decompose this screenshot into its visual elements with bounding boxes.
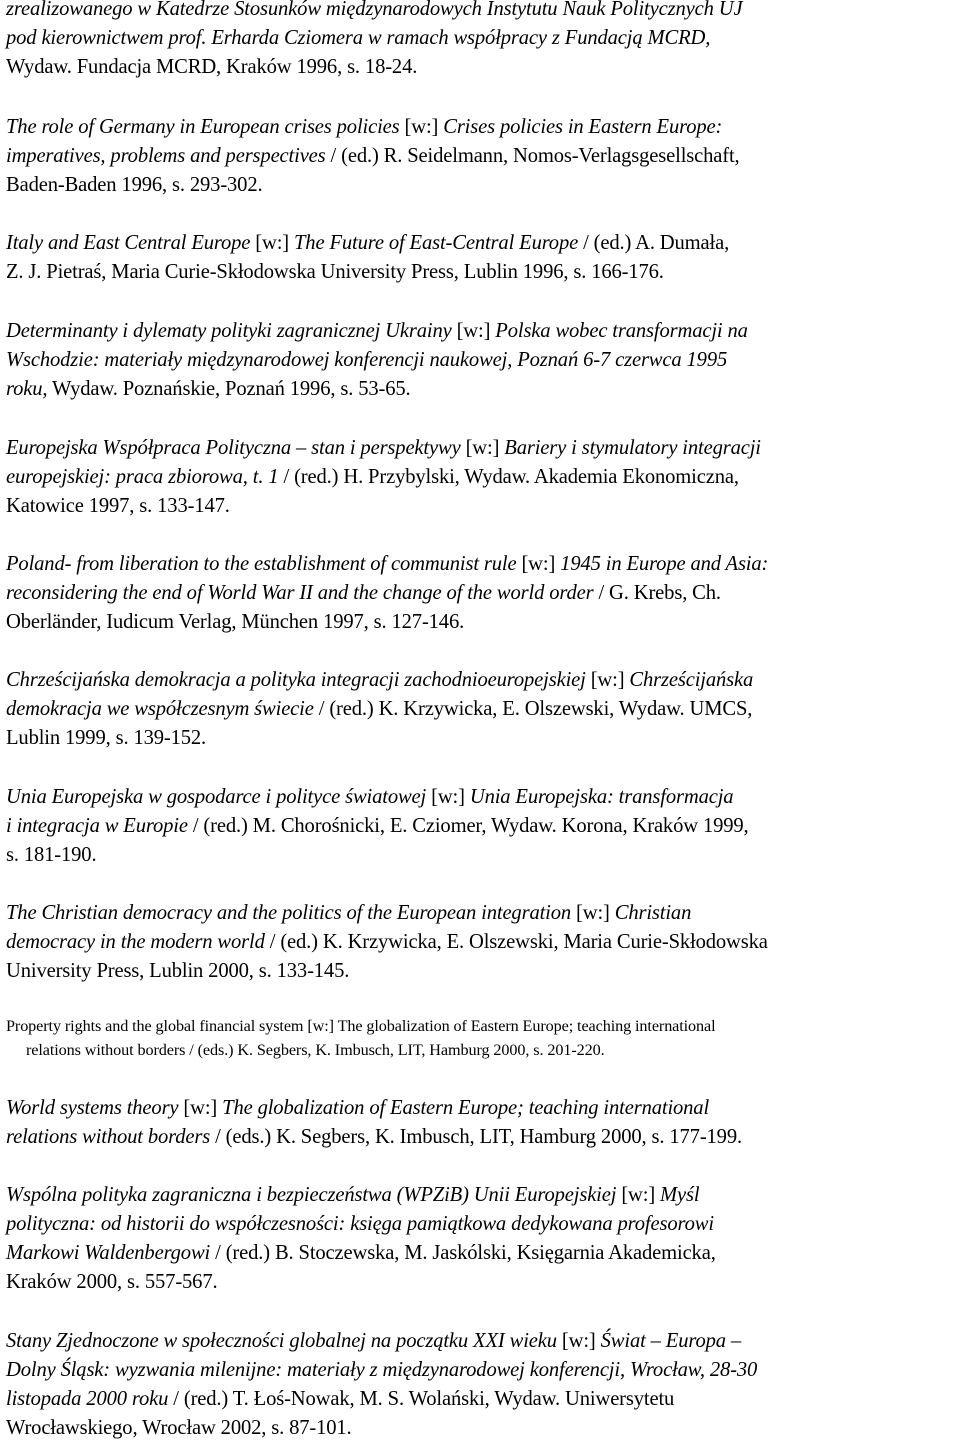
citation-text: / (red.) T. Łoś-Nowak, M. S. Wolański, Wydaw. Uniwersytetu [168, 1388, 675, 1410]
citation-text: Property rights and the global financial system [w:] The globalization of Eastern Europe; teaching international [6, 1017, 716, 1035]
citation-text: [w:] [571, 902, 615, 924]
entry-line [6, 434, 958, 463]
entry-line [6, 53, 958, 82]
title-text: Świat – Europa – [600, 1330, 742, 1352]
citation-text: / (ed.) R. Seidelmann, Nomos-Verlagsgesellschaft, [325, 145, 740, 167]
citation-text: [w:] [616, 1184, 661, 1206]
entry-line [6, 1038, 958, 1062]
title-text: 1945 in Europe and Asia: [560, 553, 769, 575]
citation-text: s. 181-190. [6, 844, 97, 866]
entry-line [6, 608, 958, 637]
citation-text: Wydaw. Fundacja MCRD, Kraków 1996, s. 18-24. [6, 56, 418, 78]
bibliography-entry [6, 550, 958, 637]
entry-line [6, 229, 958, 258]
entry-line [6, 812, 958, 841]
citation-text: [w:] [426, 786, 470, 808]
title-text: relations without borders [6, 1126, 211, 1148]
citation-text: / (eds.) K. Segbers, K. Imbusch, LIT, Hamburg 2000, s. 177-199. [210, 1126, 742, 1148]
entry-line [6, 113, 958, 142]
bibliography-entry [6, 666, 958, 753]
entry-line [6, 463, 958, 492]
entry-line [6, 695, 958, 724]
title-text: i integracja w Europie [6, 815, 188, 837]
title-text: Italy and East Central Europe [6, 232, 251, 254]
title-text: Wspólna polityka zagraniczna i bezpieczeństwa (WPZiB) Unii Europejskiej [6, 1184, 617, 1206]
title-text: The globalization of Eastern Europe; teaching international [222, 1097, 710, 1119]
citation-text: Z. J. Pietraś, Maria Curie-Skłodowska University Press, Lublin 1996, s. 166-176. [6, 261, 664, 283]
citation-text: University Press, Lublin 2000, s. 133-145. [6, 960, 350, 982]
citation-text: [w:] [178, 1097, 223, 1119]
title-text: pod kierownictwem prof. Erharda Cziomera w ramach współpracy z Fundacją MCRD, [6, 27, 711, 49]
title-text: Poland- from liberation to the establishment of communist rule [6, 553, 517, 575]
title-text: Unia Europejska: transformacja [469, 786, 734, 808]
entry-line [6, 142, 958, 171]
entry-line [6, 1356, 958, 1385]
title-text: Bariery i stymulatory integracji [504, 437, 761, 459]
citation-text: [w:] [451, 320, 496, 342]
title-text: listopada 2000 roku [6, 1388, 169, 1410]
citation-text: / (red.) K. Krzywicka, E. Olszewski, Wydaw. UMCS, [313, 698, 753, 720]
title-text: europejskiej: praca zbiorowa, t. 1 [6, 466, 279, 488]
entry-line [6, 1181, 958, 1210]
title-text: democracy in the modern world [6, 931, 265, 953]
title-text: Determinanty i dylematy polityki zagranicznej Ukrainy [6, 320, 452, 342]
citation-text: / (red.) B. Stoczewska, M. Jaskólski, Księgarnia Akademicka, [210, 1242, 716, 1264]
title-text: Europejska Współpraca Polityczna – stan i perspektywy [6, 437, 461, 459]
bibliography-entry [6, 229, 958, 287]
title-text: demokracja we współczesnym świecie [6, 698, 314, 720]
citation-text: Baden-Baden 1996, s. 293-302. [6, 174, 263, 196]
title-text: Markowi Waldenbergowi [6, 1242, 211, 1264]
citation-text: [w:] [460, 437, 505, 459]
entry-line [6, 1327, 958, 1356]
citation-text: relations without borders / (eds.) K. Segbers, K. Imbusch, LIT, Hamburg 2000, s. 201-220. [26, 1041, 605, 1059]
citation-text: [w:] [516, 553, 561, 575]
entry-line [6, 1239, 958, 1268]
entry-line [6, 1123, 958, 1152]
entry-line [6, 957, 958, 986]
entry-line [6, 928, 958, 957]
entry-line [6, 666, 958, 695]
title-text: zrealizowanego w Katedrze Stosunków międzynarodowych Instytutu Nauk Politycznych UJ [6, 0, 743, 20]
bibliography-entry [6, 783, 958, 870]
title-text: Chrześcijańska demokracja a polityka integracji zachodnioeuropejskiej [6, 669, 586, 691]
entry-line [6, 346, 958, 375]
title-text: Dolny Śląsk: wyzwania milenijne: materiały z międzynarodowej konferencji, Wrocław, 28-30 [6, 1359, 758, 1381]
title-text: Crises policies in Eastern Europe: [443, 116, 723, 138]
title-text: Christian [614, 902, 692, 924]
citation-text: Kraków 2000, s. 557-567. [6, 1271, 218, 1293]
title-text: imperatives, problems and perspectives [6, 145, 326, 167]
entry-line [6, 492, 958, 521]
citation-text: / (ed.) K. Krzywicka, E. Olszewski, Maria Curie-Skłodowska [264, 931, 768, 953]
bibliography-entry [6, 1014, 958, 1062]
bibliography-entry [6, 317, 958, 404]
citation-text: / G. Krebs, Ch. [593, 582, 721, 604]
title-text: Chrześcijańska [629, 669, 754, 691]
bibliography-entry [6, 1327, 958, 1443]
citation-text: Wrocławskiego, Wrocław 2002, s. 87-101. [6, 1417, 352, 1439]
entry-line [6, 0, 958, 24]
citation-text: [w:] [585, 669, 630, 691]
entry-line [6, 783, 958, 812]
entry-line [6, 1385, 958, 1414]
bibliography-entry [6, 1094, 958, 1152]
citation-text: Oberländer, Iudicum Verlag, München 1997, s. 127-146. [6, 611, 465, 633]
entry-line [6, 724, 958, 753]
entry-line [6, 1094, 958, 1123]
title-text: roku, [6, 378, 48, 400]
title-text: World systems theory [6, 1097, 179, 1119]
bibliography-entry [6, 1181, 958, 1297]
entry-line [6, 899, 958, 928]
title-text: Polska wobec transformacji na [495, 320, 748, 342]
citation-text: / (red.) H. Przybylski, Wydaw. Akademia Ekonomiczna, [278, 466, 739, 488]
entry-line [6, 375, 958, 404]
title-text: Wschodzie: materiały międzynarodowej konferencji naukowej, Poznań 6-7 czerwca 1995 [6, 349, 728, 371]
citation-text: Katowice 1997, s. 133-147. [6, 495, 230, 517]
title-text: Unia Europejska w gospodarce i polityce światowej [6, 786, 427, 808]
title-text: Stany Zjednoczone w społeczności globalnej na początku XXI wieku [6, 1330, 557, 1352]
citation-text: / (red.) M. Chorośnicki, E. Cziomer, Wydaw. Korona, Kraków 1999, [187, 815, 749, 837]
entry-line [6, 579, 958, 608]
title-text: The Future of East-Central Europe [294, 232, 579, 254]
citation-text: [w:] [250, 232, 294, 254]
citation-text: Lublin 1999, s. 139-152. [6, 727, 207, 749]
citation-text: Wydaw. Poznańskie, Poznań 1996, s. 53-65. [47, 378, 411, 400]
entry-line [6, 258, 958, 287]
entry-line [6, 1414, 958, 1443]
bibliography-entry [6, 899, 958, 986]
entry-line [6, 24, 958, 53]
entry-line [6, 1210, 958, 1239]
title-text: reconsidering the end of World War II and the change of the world order [6, 582, 594, 604]
citation-text: [w:] [556, 1330, 601, 1352]
entry-line [6, 317, 958, 346]
entry-line [6, 550, 958, 579]
bibliography-entry [6, 113, 958, 200]
title-text: Myśl [660, 1184, 700, 1206]
entry-line [6, 1014, 958, 1038]
title-text: The Christian democracy and the politics of the European integration [6, 902, 572, 924]
entry-line [6, 841, 958, 870]
citation-text: [w:] [399, 116, 444, 138]
bibliography-entry [6, 434, 958, 521]
title-text: The role of Germany in European crises policies [6, 116, 400, 138]
entry-line [6, 1268, 958, 1297]
title-text: polityczna: od historii do współczesności: księga pamiątkowa dedykowana profesorowi [6, 1213, 714, 1235]
bibliography-entry [6, 0, 958, 82]
citation-text: / (ed.) A. Dumała, [578, 232, 730, 254]
entry-line [6, 171, 958, 200]
